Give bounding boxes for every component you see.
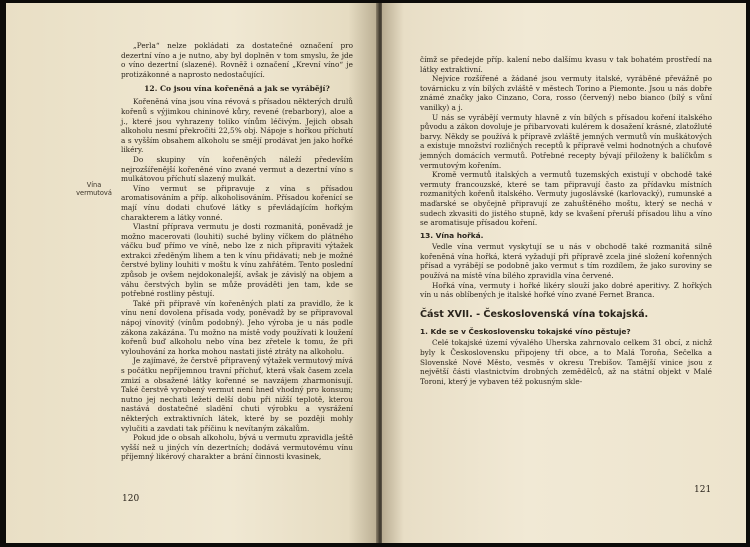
paragraph: Vlastní příprava vermutu je dosti rozmanitá, poněvadž je možno macerovati (louhiti) suché byliny víčkem do plátného váčku buď přímo ve víně, nebo lze z nich připraviti výtažek extrakci zředěným lihem a ten k vínu přidávati; neb je možné čerstvé byliny louhiti v moštu k vínu zahřátém. Tento poslední způsob je ovšem nejdokonalejší, avšak je závislý na objem a váhu čerstvých bylin se může prováděti jen tam, kde se potřebné rostliny pěstují. [121, 222, 353, 299]
subsection-heading: 1. Kde se v Československu tokajské víno pěstuje? [420, 326, 631, 336]
paragraph: Také při přípravě vín kořeněných platí za pravidlo, že k vínu není dovolena přísada vody, poněvadž by se připravoval nápoj vínovitý (vínům podobný). Jeho výroba je u nás podle zákona zakázána. Tu možno na místě vody používati k loužení kořenů buď alkoholu nebo vína bez zřetele k tomu, že při vylouhování za horka mohou nastati jisté ztráty na alkoholu. [121, 298, 353, 356]
paragraph: Kořeněná vína jsou vína révová s přísadou některých drulů kořenů s výjimkou chininové kůry, revené (rebarbory), aloe a j., které jsou vyhrazeny toliko vínům léčivým. Jejich obsah alkoholu nesmí překročiti 22,5% obj. Nápoje s hořkou příchutí a s vyšším obsahem alkoholu se smějí prodávat jen jako hořké likéry. [121, 97, 353, 155]
subsection-heading: 13. Vína hořká. [420, 230, 484, 240]
paragraph: Je zajímavé, že čerstvě připravený výtažek vermutový mívá s počátku nepříjemnou travní příchuť, která však časem zcela zmizí a obsažené látky kořenné se navzájem zharmonisují. Také čerstvě vyrobený vermut není hned vhodný pro konsum; nutno jej nechati ležeti delší dobu při nižší teplotě, kterou nastává dostatečné sladění chuti výrobku a vysrážení některých extraktivních látek, které by se později mohly vylučiti a zavdati tak příčinu k nevítaným zákalům. [121, 356, 353, 433]
paragraph: Nejvíce rozšířené a žádané jsou vermuty italské, vyráběné převážně po továrnicku z vín bílých zvláště v městech Torino a Piemonte. Jsou u nás dobře známé značky jako Cinzano, Cora, rosso (červený) nebo bianco (bílý s vůní vanilky) a j. [420, 74, 712, 112]
paragraph: Hořká vína, vermuty i hořké likéry slouží jako dobré aperitivy. Z hořkých vín u nás oblíbených je italské hořké víno zvané Fernet Branca. [420, 280, 712, 300]
chapter-heading: Část XVII. - Československá vína tokajská. [420, 308, 649, 320]
right-text-column [420, 55, 712, 386]
left-page [6, 3, 378, 543]
paragraph: Víno vermut se připravuje z vína s přísadou aromatisováním a příp. alkoholisováním. Přísadou kořenící se mají vínu dodati chuťové látky s převládajícím hořkým charakterem a látky vonné. [121, 183, 353, 222]
paragraph: Do skupiny vín kořeněných náleží především nejrozšířenější kořeněné víno zvané vermut a dezertní víno s mulkátovou příchutí slazený mulkát. [121, 154, 353, 184]
paragraph: Celé tokajské území vývalého Uherska zahrnovalo celkem 31 obcí, z nichž byly k Československu připojeny tři obce, a to Malá Toroňa, Sečelka a Slovenské Nové Město, vesměs v okresu Trebišov. Tamější vinice jsou z největší části vlastnictvím drobných zemědělců, až na státní objekt v Malé Toroni, který je vybaven též pokusným skle- [420, 338, 712, 386]
right-page [382, 3, 746, 543]
page-number-right: 121 [694, 485, 712, 495]
open-book [6, 3, 746, 543]
paragraph: Pokud jde o obsah alkoholu, bývá u vermutu zpravidla ještě vyšší než u jiných vín dezertních; dodává vermutovému vínu příjemný likérový charakter a brání činnosti kvasinek, [121, 433, 354, 462]
paragraph: U nás se vyrábějí vermuty hlavně z vín bílých s přísadou koření italského původu a zákon dovoluje je přibarvovati kulérem k dosažení krásné, zlatožluté barvy. Někdy se používá k přípravě zvláště jemných vermutů vín muškátových a existuje množství rozličných receptů k přípravě velmi hodnotných a chuťově jemných domácích vermutů. Potřebné recepty bývají přiloženy k balíčkům s vermutovým kořením. [420, 112, 712, 170]
paragraph: „Perla“ nelze pokládati za dostatečné označení pro dezertní víno a je nutno, aby byl doplněn v tom smyslu, že jde o víno dezertní (slazené). Rovněž i označení „Krevní víno“ je protizákonné a naprosto nedostačující. [121, 41, 353, 79]
paragraph: Vedle vína vermut vyskytují se u nás v obchodě také rozmanitá silně kořeněná vína hořká, která vyžadují při přípravě zcela jiné složení kořenných přísad a vyrábějí se podobně jako vermut s tím rozdílem, že jako suroviny se používá na místě vína bílého zpravidla vína červené. [420, 242, 712, 281]
margin-note: Vína vermutová [76, 181, 112, 197]
paragraph: Kromě vermutů italských a vermutů tuzemských existují v obchodě také vermuty francouzské, které se tam připravují často za přídavku místních rozmanitých kořenů italského. Vermuty jugoslávské (karlovacký), rumunské a maďarské se obyčejně připravují ze zahuštěného moštu, který se nechá v sudech zkvasiti do jistého stupně, kdy se kvašení přeruší přísadou lihu a víno se aromatisuje přísadou koření. [420, 170, 712, 228]
paragraph: čímž se předejde příp. kalení nebo dalšímu kvasu v tak bohatém prostředí na látky extraktivní. [420, 55, 712, 74]
left-text-column [121, 41, 353, 462]
page-number-left: 120 [122, 494, 140, 504]
section-heading: 12. Co jsou vína kořeněná a jak se vyrábějí? [144, 84, 330, 94]
